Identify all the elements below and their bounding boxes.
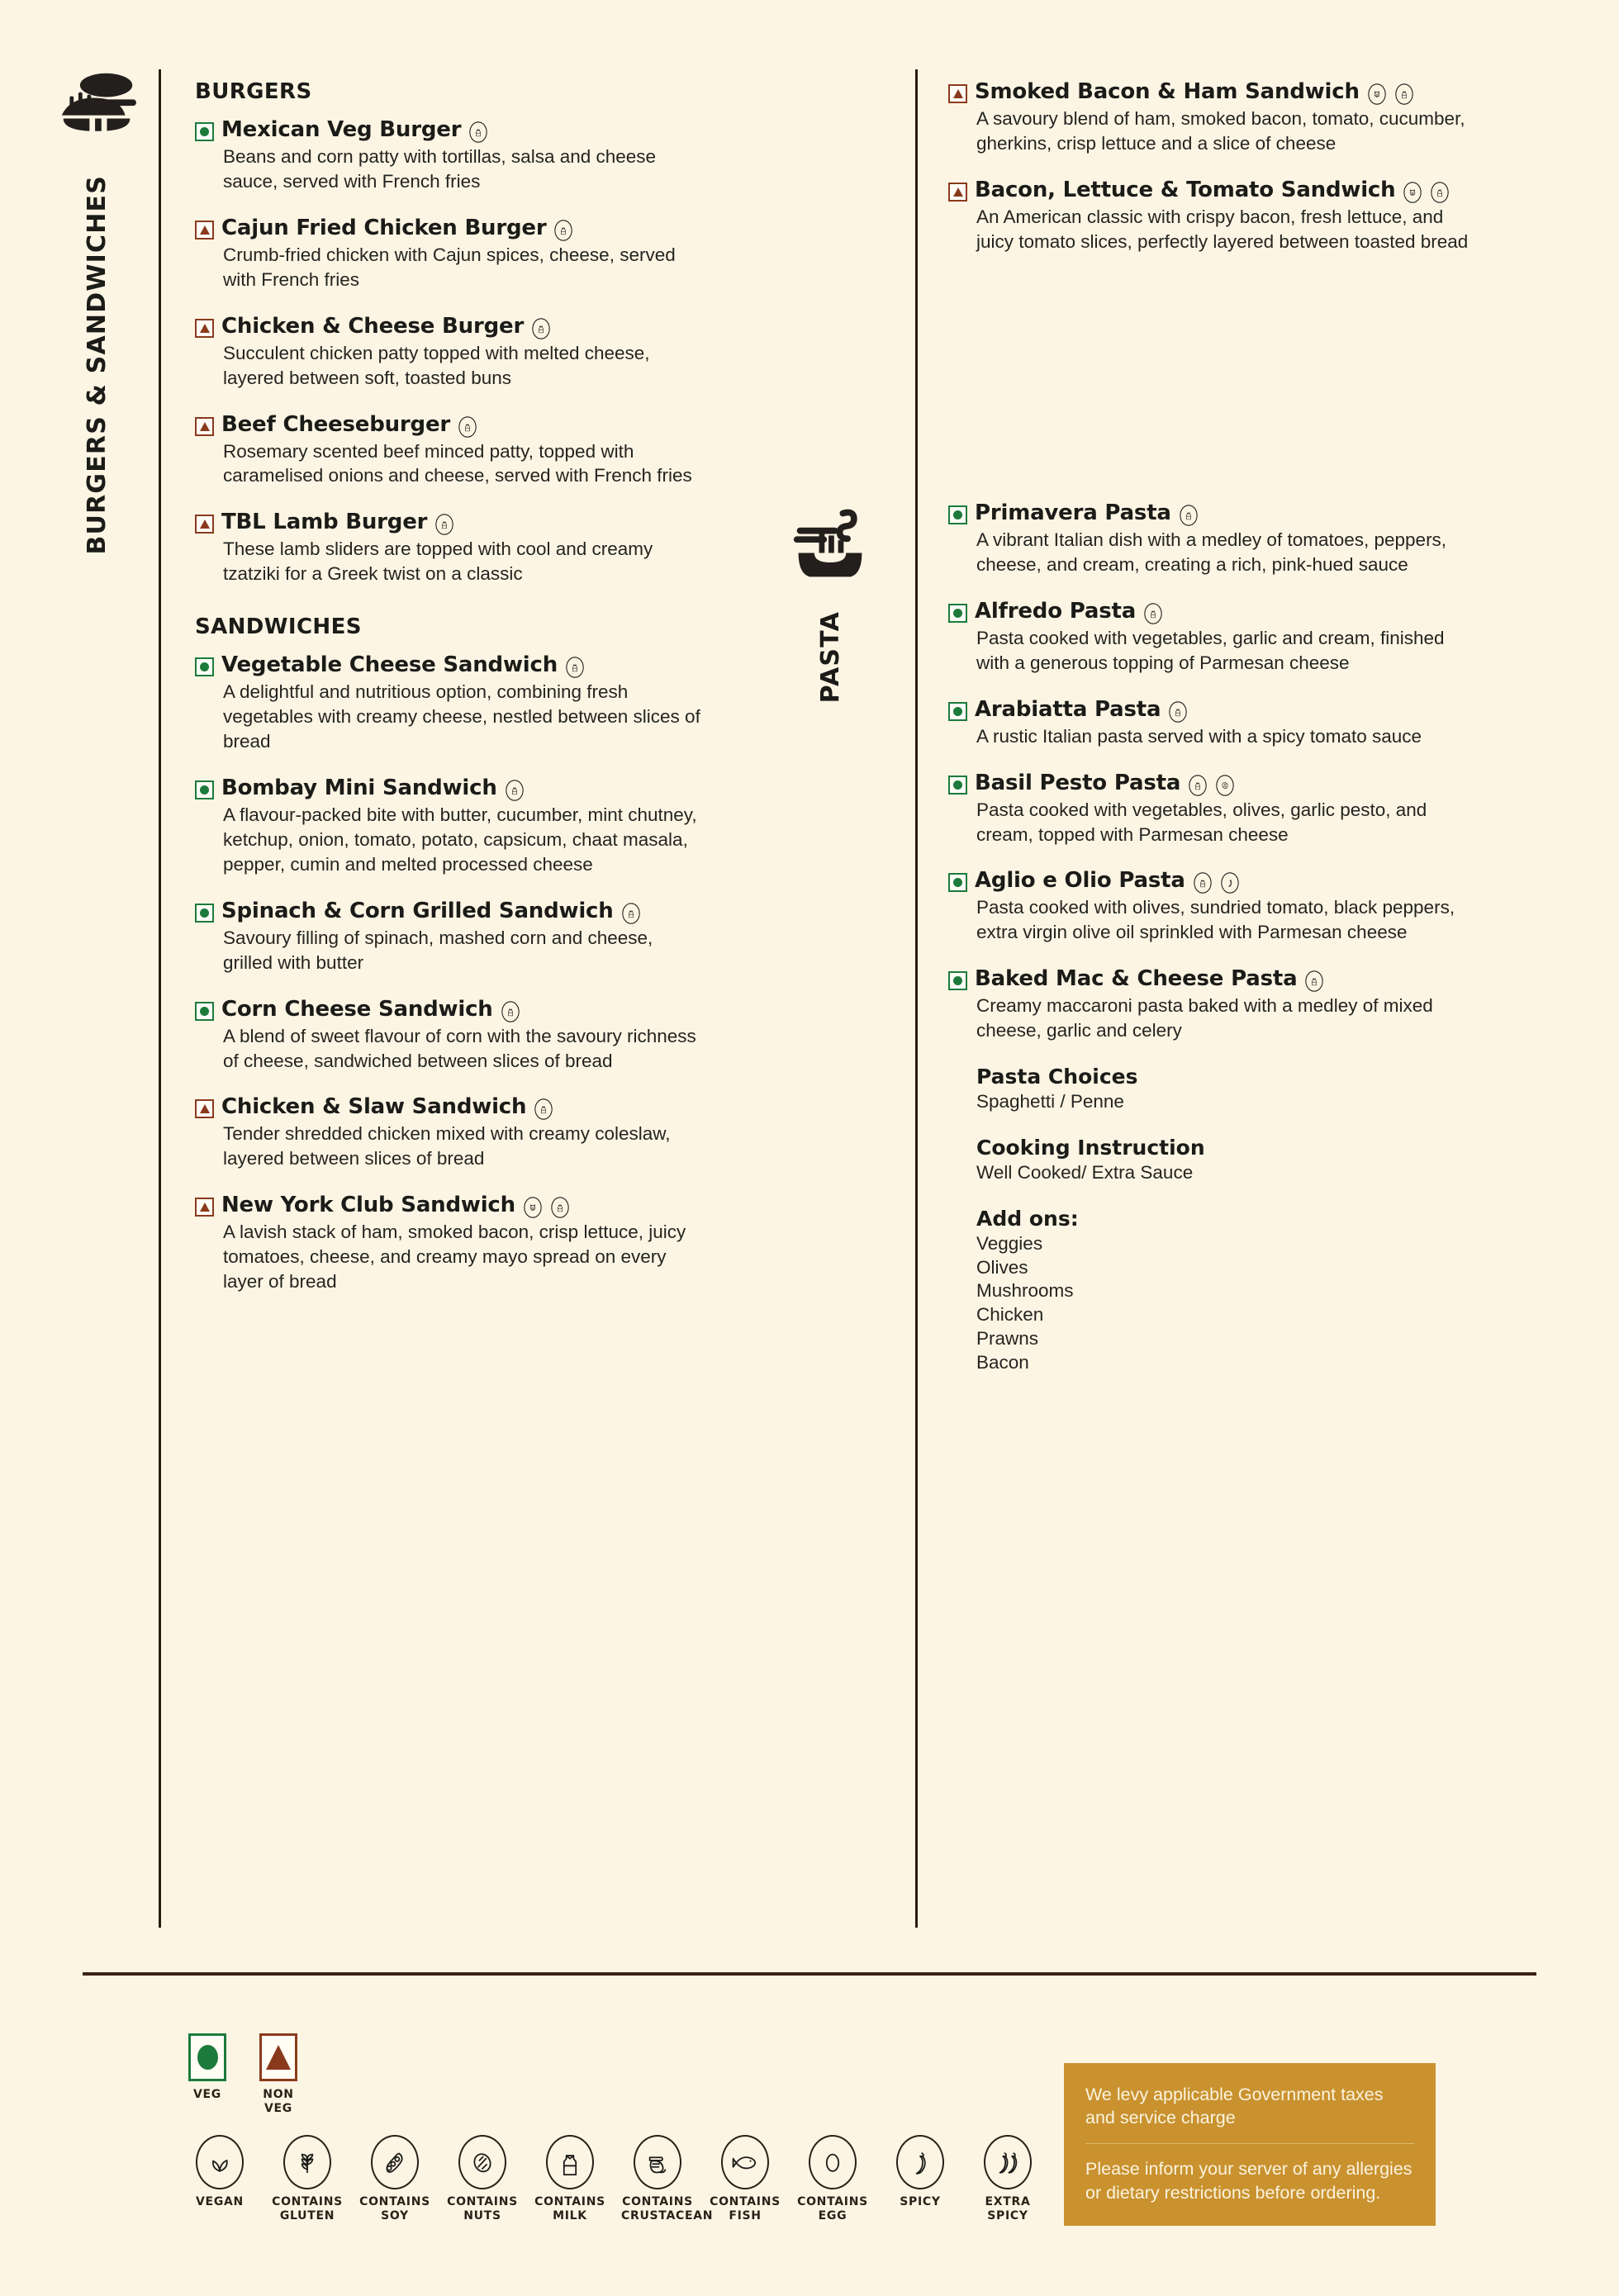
notice-box bbox=[1064, 2063, 1436, 2226]
menu-item-name: Aglio e Olio Pasta bbox=[975, 868, 1185, 894]
menu-item-name: Mexican Veg Burger bbox=[221, 117, 462, 142]
menu-item-name: Primavera Pasta bbox=[975, 500, 1171, 525]
menu-item-description: Pasta cooked with vegetables, garlic and cream, finished with a generous topping of Parmesan cheese bbox=[976, 627, 1445, 673]
menu-item[interactable] bbox=[948, 599, 1477, 676]
menu-item-description: A vibrant Italian dish with a medley of tomatoes, peppers, cheese, and cream, creating a rich, pink-hued sauce bbox=[976, 529, 1447, 575]
menu-item[interactable] bbox=[195, 899, 707, 975]
legend-allergen-label: CONTAINS MILK bbox=[534, 2195, 605, 2223]
veg-mark-icon bbox=[195, 657, 214, 676]
contains-milk bbox=[1193, 872, 1213, 894]
menu-item-description: Tender shredded chicken mixed with creamy coleslaw, layered between slices of bread bbox=[223, 1123, 671, 1169]
veg-mark-icon bbox=[948, 702, 967, 721]
contains-milk bbox=[1430, 182, 1450, 203]
contains-milk bbox=[458, 416, 477, 438]
contains-milk bbox=[468, 121, 488, 143]
menu-item-header bbox=[195, 652, 707, 678]
nonveg-mark-icon bbox=[948, 84, 967, 103]
footer-divider bbox=[83, 1972, 1536, 1976]
veg-mark-icon bbox=[948, 505, 967, 524]
contains-milk bbox=[501, 1001, 520, 1022]
menu-item[interactable] bbox=[948, 500, 1477, 577]
allergen-badge-contains-milk bbox=[534, 1098, 553, 1120]
contains-milk bbox=[621, 903, 641, 924]
menu-item-header bbox=[948, 697, 1477, 723]
menu-item-name: Beef Cheeseburger bbox=[221, 411, 451, 437]
allergen-badge-contains-milk bbox=[550, 1197, 570, 1218]
legend-diet-marks bbox=[188, 2033, 297, 2116]
menu-item[interactable] bbox=[195, 997, 707, 1074]
contains-milk bbox=[565, 657, 585, 678]
legend-allergen-label: CONTAINS SOY bbox=[359, 2195, 430, 2223]
menu-item-header bbox=[195, 510, 707, 535]
group-heading: BURGERS bbox=[195, 79, 312, 104]
menu-item-description: A blend of sweet flavour of corn with the savoury richness of cheese, sandwiched between slices of bread bbox=[223, 1025, 696, 1071]
menu-item-header bbox=[195, 997, 707, 1022]
contains-nuts bbox=[1215, 775, 1235, 796]
menu-item-header bbox=[195, 412, 707, 438]
nonveg-mark-icon bbox=[259, 2033, 297, 2081]
allergen-badge-contains-pork bbox=[1403, 182, 1422, 203]
sub-block-heading: Cooking Instruction bbox=[976, 1135, 1205, 1160]
allergen-badge-contains-milk bbox=[468, 121, 488, 143]
veg-mark-icon bbox=[948, 604, 967, 623]
menu-item-name: Spinach & Corn Grilled Sandwich bbox=[221, 898, 614, 923]
vegan-icon bbox=[196, 2135, 244, 2189]
legend-allergen-label: CONTAINS EGG bbox=[797, 2195, 868, 2223]
menu-item-header bbox=[195, 117, 707, 143]
allergen-badge-contains-pork bbox=[523, 1197, 543, 1218]
contains-milk bbox=[1179, 505, 1199, 526]
legend-diet-nonveg bbox=[259, 2033, 297, 2116]
allergen-badge-contains-milk bbox=[1168, 701, 1188, 723]
legend-allergen-item bbox=[446, 2135, 519, 2223]
menu-item[interactable] bbox=[195, 117, 707, 194]
menu-item-header bbox=[195, 1094, 707, 1120]
notice-allergy-text: Please inform your server of any allergies or dietary restrictions before ordering. bbox=[1085, 2159, 1412, 2203]
allergen-badge-contains-milk bbox=[1193, 872, 1213, 894]
veg-mark-icon bbox=[195, 122, 214, 141]
chilli-icon bbox=[896, 2135, 944, 2189]
nonveg-mark-icon bbox=[195, 221, 214, 240]
menu-item-name: Corn Cheese Sandwich bbox=[221, 996, 493, 1022]
menu-item[interactable] bbox=[948, 697, 1477, 749]
allergen-badge-contains-nuts bbox=[1215, 775, 1235, 796]
menu-item-description: An American classic with crispy bacon, fresh lettuce, and juicy tomato slices, perfectly layered between toasted bread bbox=[976, 206, 1469, 252]
legend-allergen-item bbox=[971, 2135, 1044, 2223]
column-divider-left bbox=[159, 69, 161, 1928]
menu-column-left bbox=[195, 79, 707, 1316]
gluten-icon bbox=[283, 2135, 331, 2189]
menu-item-description: Rosemary scented beef minced patty, topped with caramelised onions and cheese, served with French fries bbox=[223, 440, 692, 486]
menu-item-header bbox=[195, 776, 707, 801]
notice-divider bbox=[1085, 2143, 1414, 2145]
legend-allergen-label: CONTAINS GLUTEN bbox=[272, 2195, 343, 2223]
legend-allergen-item bbox=[709, 2135, 781, 2223]
crustacean-icon bbox=[634, 2135, 681, 2189]
sub-block-line: Veggies bbox=[976, 1232, 1043, 1254]
menu-item-name: Alfredo Pasta bbox=[975, 598, 1137, 624]
contains-milk bbox=[1168, 701, 1188, 723]
menu-item-description: A lavish stack of ham, smoked bacon, crisp lettuce, juicy tomatoes, cheese, and creamy mayo spread on every layer of bread bbox=[223, 1222, 686, 1293]
menu-item-description: Succulent chicken patty topped with melted cheese, layered between soft, toasted buns bbox=[223, 342, 650, 388]
menu-item-header bbox=[948, 966, 1477, 992]
menu-item-header bbox=[195, 899, 707, 924]
veg-mark-icon bbox=[948, 971, 967, 990]
legend-allergen-item bbox=[621, 2135, 714, 2223]
legend-allergen-label: EXTRA SPICY bbox=[985, 2195, 1031, 2223]
spicy bbox=[1220, 872, 1240, 894]
legend-allergen-item bbox=[534, 2135, 606, 2223]
contains-milk bbox=[531, 318, 551, 339]
legend-allergen-item bbox=[271, 2135, 344, 2223]
legend-allergen-label: CONTAINS FISH bbox=[710, 2195, 781, 2223]
group-heading: SANDWICHES bbox=[195, 614, 362, 640]
allergen-badge-contains-milk bbox=[621, 903, 641, 924]
menu-item-description: Creamy maccaroni pasta baked with a medley of mixed cheese, garlic and celery bbox=[976, 995, 1433, 1041]
menu-item-header bbox=[948, 79, 1477, 105]
section-rail-burgers bbox=[51, 68, 142, 555]
egg-icon bbox=[809, 2135, 857, 2189]
legend-allergen-icons bbox=[183, 2135, 1044, 2223]
section-rail-pasta bbox=[785, 504, 876, 703]
menu-item-header bbox=[948, 599, 1477, 624]
menu-item[interactable] bbox=[948, 966, 1477, 1043]
legend-diet-label: NON VEG bbox=[263, 2088, 294, 2116]
allergen-badge-contains-milk bbox=[1304, 970, 1324, 992]
menu-item-header bbox=[195, 314, 707, 339]
contains-milk bbox=[553, 220, 573, 241]
sub-block-line: Bacon bbox=[976, 1351, 1029, 1373]
menu-item-name: Cajun Fried Chicken Burger bbox=[221, 215, 547, 240]
menu-item-header bbox=[195, 1193, 707, 1218]
sub-block-line: Spaghetti / Penne bbox=[976, 1091, 1124, 1112]
allergen-badge-contains-milk bbox=[505, 780, 525, 801]
menu-item-name: Chicken & Cheese Burger bbox=[221, 313, 525, 339]
pasta-bowl-icon bbox=[791, 504, 870, 583]
allergen-badge-contains-milk bbox=[1179, 505, 1199, 526]
legend-diet-label: VEG bbox=[193, 2088, 221, 2101]
menu-item-description: Savoury filling of spinach, mashed corn and cheese, grilled with butter bbox=[223, 927, 653, 973]
allergen-badge-contains-milk bbox=[1430, 182, 1450, 203]
menu-item-header bbox=[948, 178, 1477, 203]
contains-milk bbox=[550, 1197, 570, 1218]
menu-item-name: Bacon, Lettuce & Tomato Sandwich bbox=[975, 177, 1396, 202]
legend-allergen-item bbox=[358, 2135, 431, 2223]
legend-diet-veg bbox=[188, 2033, 226, 2116]
legend-allergen-item bbox=[796, 2135, 869, 2223]
double-chilli-icon bbox=[984, 2135, 1032, 2189]
allergen-badge-contains-milk bbox=[553, 220, 573, 241]
allergen-badge-contains-milk bbox=[531, 318, 551, 339]
legend-allergen-label: SPICY bbox=[900, 2195, 941, 2208]
contains-milk bbox=[1304, 970, 1324, 992]
nonveg-mark-icon bbox=[195, 1198, 214, 1217]
menu-item-description: A flavour-packed bite with butter, cucumber, mint chutney, ketchup, onion, tomato, potato, capsicum, chaat masala, pepper, cumin and melted processed cheese bbox=[223, 804, 697, 875]
menu-item-name: Arabiatta Pasta bbox=[975, 696, 1161, 722]
allergen-badge-contains-milk bbox=[458, 416, 477, 438]
contains-pork bbox=[1403, 182, 1422, 203]
nonveg-mark-icon bbox=[195, 1099, 214, 1118]
menu-item[interactable] bbox=[948, 178, 1477, 254]
veg-mark-icon bbox=[188, 2033, 226, 2081]
sub-block-line: Chicken bbox=[976, 1304, 1044, 1326]
contains-milk bbox=[534, 1098, 553, 1120]
allergen-badge-contains-milk bbox=[565, 657, 585, 678]
menu-item[interactable] bbox=[195, 510, 707, 586]
menu-item-name: TBL Lamb Burger bbox=[221, 510, 428, 535]
menu-column-right-pasta bbox=[948, 500, 1477, 1397]
sub-block-heading: Add ons: bbox=[976, 1206, 1079, 1231]
nonveg-mark-icon bbox=[195, 417, 214, 436]
contains-milk bbox=[1394, 83, 1414, 105]
soy-icon bbox=[371, 2135, 419, 2189]
menu-item-header bbox=[948, 868, 1477, 894]
legend-allergen-label: CONTAINS CRUSTACEAN bbox=[621, 2195, 714, 2223]
sub-block-heading: Pasta Choices bbox=[976, 1065, 1138, 1089]
veg-mark-icon bbox=[195, 780, 214, 799]
menu-item[interactable] bbox=[948, 771, 1477, 847]
sub-block-line: Olives bbox=[976, 1256, 1028, 1278]
veg-mark-icon bbox=[948, 873, 967, 892]
allergen-badge-contains-milk bbox=[1188, 775, 1208, 796]
contains-pork bbox=[523, 1197, 543, 1218]
menu-column-right-sandwiches bbox=[948, 79, 1477, 276]
menu-item[interactable] bbox=[195, 216, 707, 292]
menu-item[interactable] bbox=[195, 1193, 707, 1294]
allergen-badge-contains-milk bbox=[1143, 603, 1163, 624]
menu-item[interactable] bbox=[948, 868, 1477, 945]
menu-item-name: Basil Pesto Pasta bbox=[975, 770, 1181, 795]
menu-item-description: Beans and corn patty with tortillas, salsa and cheese sauce, served with French fries bbox=[223, 146, 657, 192]
legend-allergen-item bbox=[884, 2135, 957, 2223]
legend-allergen-label: VEGAN bbox=[196, 2195, 244, 2208]
contains-milk bbox=[505, 780, 525, 801]
veg-mark-icon bbox=[195, 1002, 214, 1021]
menu-item-description: A rustic Italian pasta served with a spicy tomato sauce bbox=[976, 725, 1422, 747]
sub-block-line: Mushrooms bbox=[976, 1280, 1074, 1302]
menu-item[interactable] bbox=[948, 79, 1477, 156]
sub-block bbox=[976, 1136, 1477, 1185]
nuts-icon bbox=[458, 2135, 506, 2189]
sub-block bbox=[976, 1065, 1477, 1114]
section-title-burgers: BURGERS & SANDWICHES bbox=[82, 175, 112, 555]
menu-item-header bbox=[195, 216, 707, 241]
veg-mark-icon bbox=[948, 776, 967, 795]
menu-item[interactable] bbox=[195, 1094, 707, 1171]
allergen-badge-contains-milk bbox=[501, 1001, 520, 1022]
allergen-badge-spicy bbox=[1220, 872, 1240, 894]
nonveg-mark-icon bbox=[195, 319, 214, 338]
legend-allergen-item bbox=[183, 2135, 256, 2223]
menu-item[interactable] bbox=[195, 314, 707, 391]
nonveg-mark-icon bbox=[948, 183, 967, 202]
menu-item-name: Smoked Bacon & Ham Sandwich bbox=[975, 79, 1360, 104]
allergen-badge-contains-pork bbox=[1367, 83, 1387, 105]
sub-block-line: Prawns bbox=[976, 1327, 1039, 1349]
allergen-badge-contains-milk bbox=[434, 514, 454, 535]
menu-item-description: Pasta cooked with olives, sundried tomato, black peppers, extra virgin olive oil sprinkled with Parmesan cheese bbox=[976, 897, 1455, 943]
contains-milk bbox=[1188, 775, 1208, 796]
menu-item-description: A savoury blend of ham, smoked bacon, tomato, cucumber, gherkins, crisp lettuce and a slice of cheese bbox=[976, 108, 1465, 154]
notice-tax-text: We levy applicable Government taxes and service charge bbox=[1085, 2085, 1384, 2128]
menu-item[interactable] bbox=[195, 412, 707, 489]
nonveg-mark-icon bbox=[195, 515, 214, 534]
menu-item[interactable] bbox=[195, 776, 707, 877]
menu-item-name: New York Club Sandwich bbox=[221, 1193, 515, 1218]
contains-milk bbox=[1143, 603, 1163, 624]
menu-item-header bbox=[948, 500, 1477, 526]
contains-milk bbox=[434, 514, 454, 535]
milk-icon bbox=[546, 2135, 594, 2189]
contains-pork bbox=[1367, 83, 1387, 105]
allergen-badge-contains-milk bbox=[1394, 83, 1414, 105]
legend-allergen-label: CONTAINS NUTS bbox=[447, 2195, 518, 2223]
menu-item-name: Baked Mac & Cheese Pasta bbox=[975, 966, 1298, 992]
menu-item-name: Vegetable Cheese Sandwich bbox=[221, 652, 558, 678]
menu-item-header bbox=[948, 771, 1477, 796]
section-title-pasta: PASTA bbox=[815, 611, 845, 704]
fish-icon bbox=[721, 2135, 769, 2189]
veg-mark-icon bbox=[195, 904, 214, 923]
menu-item-name: Bombay Mini Sandwich bbox=[221, 775, 497, 800]
menu-item-description: Pasta cooked with vegetables, olives, garlic pesto, and cream, topped with Parmesan cheese bbox=[976, 799, 1427, 845]
menu-item-description: Crumb-fried chicken with Cajun spices, cheese, served with French fries bbox=[223, 244, 676, 290]
menu-item-description: These lamb sliders are topped with cool and creamy tzatziki for a Greek twist on a classic bbox=[223, 538, 653, 585]
sub-block-line: Well Cooked/ Extra Sauce bbox=[976, 1161, 1194, 1183]
sub-block bbox=[976, 1207, 1477, 1375]
menu-item-description: A delightful and nutritious option, combining fresh vegetables with creamy cheese, nestled between slices of bread bbox=[223, 681, 700, 752]
menu-item-name: Chicken & Slaw Sandwich bbox=[221, 1094, 527, 1120]
column-divider-right bbox=[915, 69, 918, 1928]
menu-item[interactable] bbox=[195, 652, 707, 754]
burger-icon bbox=[57, 68, 136, 147]
